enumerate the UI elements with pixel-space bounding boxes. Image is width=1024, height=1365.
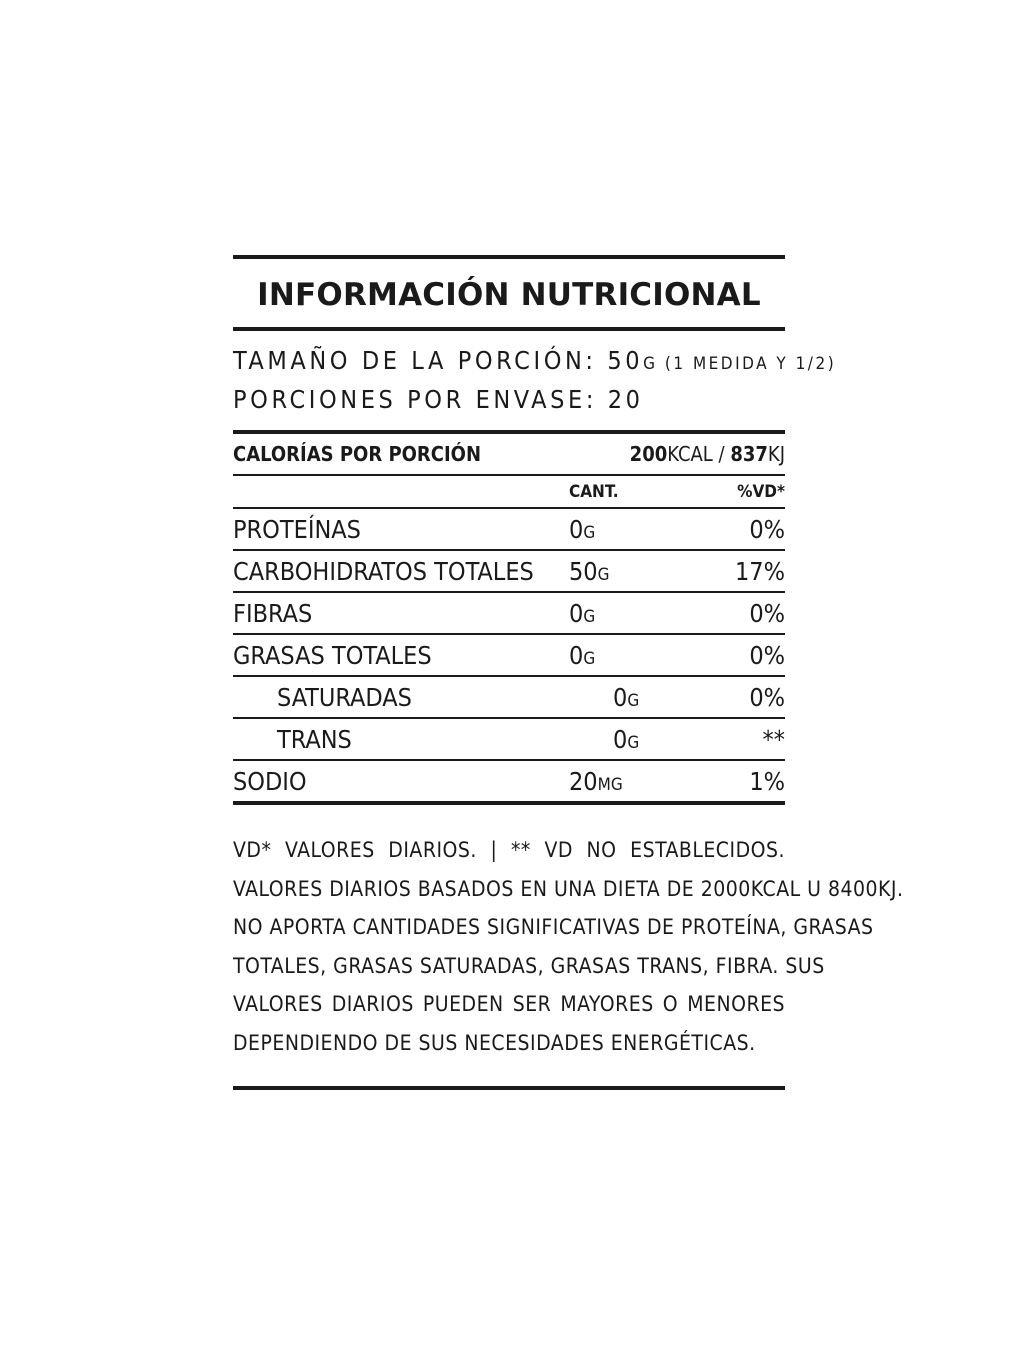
amount-unit: G (597, 564, 610, 585)
amount-value: 0 (569, 640, 584, 670)
kcal-value: 200 (629, 442, 668, 466)
amount-unit: G (627, 690, 640, 711)
servings-per-package: PORCIONES POR ENVASE: 20 (233, 385, 644, 414)
nutrient-amount (569, 515, 679, 544)
kj-value: 837 (730, 442, 768, 466)
table-row (233, 677, 785, 717)
amount-value: 0 (569, 598, 584, 628)
bottom-rule (233, 1086, 785, 1090)
column-header-vd: %VD* (737, 481, 785, 502)
nutrition-label (233, 255, 904, 1090)
nutrient-name: CARBOHIDRATOS TOTALES (233, 556, 534, 586)
label-title: INFORMACIÓN NUTRICIONAL (257, 277, 761, 313)
amount-value: 20 (569, 766, 598, 796)
nutrient-name: TRANS (277, 724, 352, 754)
serving-size-unit: G (643, 354, 658, 374)
kcal-unit: KCAL / (667, 442, 731, 466)
table-row (233, 761, 785, 801)
calories-label: CALORÍAS POR PORCIÓN (233, 442, 482, 466)
column-header-row (233, 476, 785, 507)
nutrient-amount (569, 557, 679, 586)
serving-size (233, 343, 837, 382)
amount-value: 50 (569, 556, 598, 586)
calories-value (630, 442, 785, 466)
table-row (233, 719, 785, 759)
nutrient-vd: 0% (749, 514, 785, 544)
amount-unit: G (627, 732, 640, 753)
footnote-line: TOTALES, GRASAS SATURADAS, GRASAS TRANS, FIBRA. SUS (233, 953, 825, 978)
calories-row (233, 434, 785, 474)
kj-unit: KJ (767, 442, 785, 466)
footnote-line: VD* VALORES DIARIOS. | ** VD NO ESTABLECIDOS. (233, 838, 785, 862)
serving-size-label: TAMAÑO DE LA PORCIÓN: (233, 346, 608, 375)
nutrient-amount (569, 767, 679, 796)
nutrient-name: SODIO (233, 766, 307, 796)
nutrient-vd: 0% (749, 640, 785, 670)
footnote-line: VALORES DIARIOS BASADOS EN UNA DIETA DE 2000KCAL U 8400KJ. (233, 876, 904, 901)
footnotes (233, 805, 904, 1062)
amount-unit: G (583, 522, 596, 543)
nutrient-amount (569, 599, 679, 628)
footnote-line: NO APORTA CANTIDADES SIGNIFICATIVAS DE PROTEÍNA, GRASAS (233, 915, 874, 939)
nutrient-amount (569, 641, 679, 670)
column-header-amount: CANT. (569, 481, 619, 502)
nutrient-amount (613, 683, 723, 712)
amount-unit: G (583, 606, 596, 627)
table-row (233, 635, 785, 675)
nutrient-amount (613, 725, 723, 754)
nutrient-vd: ** (762, 724, 785, 754)
nutrient-vd: 0% (749, 682, 785, 712)
nutrient-vd: 1% (749, 766, 785, 796)
nutrient-name: FIBRAS (233, 598, 313, 628)
table-row (233, 593, 785, 633)
serving-size-value: 50 (607, 346, 644, 375)
footnote-line: DEPENDIENDO DE SUS NECESIDADES ENERGÉTICAS. (233, 1030, 756, 1055)
serving-info (233, 331, 837, 430)
table-row (233, 509, 785, 549)
amount-value: 0 (613, 682, 628, 712)
nutrient-vd: 17% (735, 556, 785, 586)
amount-unit: G (583, 648, 596, 669)
nutrient-name: PROTEÍNAS (233, 514, 361, 544)
nutrient-name: SATURADAS (277, 682, 412, 712)
serving-size-note: (1 MEDIDA Y 1/2) (657, 354, 837, 374)
footnote-line: VALORES DIARIOS PUEDEN SER MAYORES O MENORES (233, 992, 785, 1016)
amount-unit: MG (597, 774, 623, 795)
amount-value: 0 (569, 514, 584, 544)
nutrient-name: GRASAS TOTALES (233, 640, 432, 670)
table-row (233, 551, 785, 591)
nutrient-vd: 0% (749, 598, 785, 628)
amount-value: 0 (613, 724, 628, 754)
